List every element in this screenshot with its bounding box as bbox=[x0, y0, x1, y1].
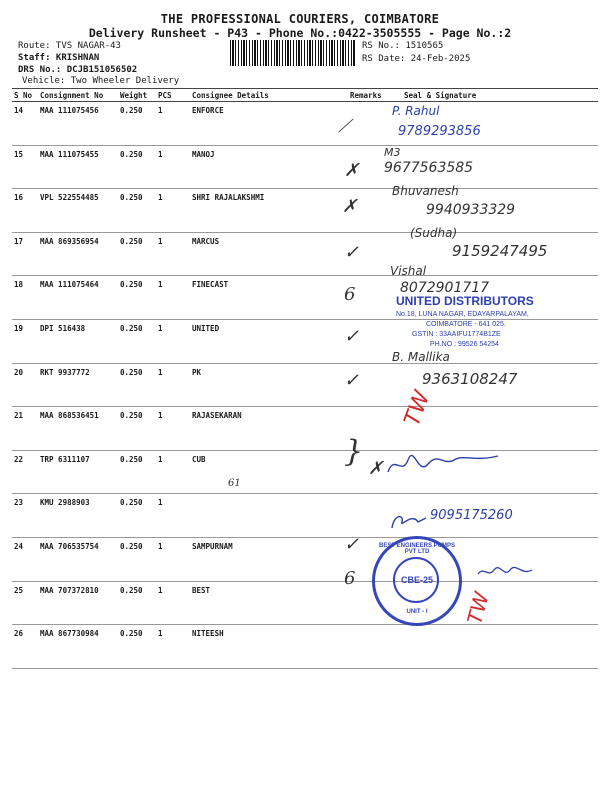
cell-consignment: MAA 868536451 bbox=[38, 407, 118, 451]
cell-pcs: 1 bbox=[156, 102, 190, 146]
cell-consignee: UNITED bbox=[190, 319, 348, 363]
rs-date: RS Date: 24-Feb-2025 bbox=[362, 54, 471, 64]
remark-mark: 6 bbox=[344, 568, 356, 589]
table-row bbox=[12, 145, 598, 189]
company-seal bbox=[372, 536, 462, 626]
cell-sno: 17 bbox=[12, 232, 38, 276]
cell-consignment: MAA 707372810 bbox=[38, 581, 118, 625]
col-consignee: Consignee Details bbox=[190, 89, 348, 102]
signature-scribble-23 bbox=[384, 446, 504, 482]
cell-consignee: BEST bbox=[190, 581, 348, 625]
cell-weight: 0.250 bbox=[118, 537, 156, 581]
cell-pcs: 1 bbox=[156, 450, 190, 494]
barcode bbox=[230, 40, 356, 66]
col-seal-signature: Seal & Signature bbox=[402, 89, 598, 102]
signature-17: (Sudha) bbox=[410, 226, 458, 240]
cell-pcs: 1 bbox=[156, 319, 190, 363]
seal-center-text: CBE-25 bbox=[400, 575, 433, 585]
cell-weight: 0.250 bbox=[118, 189, 156, 233]
cell-weight: 0.250 bbox=[118, 319, 156, 363]
cell-consignment: DPI 516438 bbox=[38, 319, 118, 363]
cell-weight: 0.250 bbox=[118, 102, 156, 146]
cell-weight: 0.250 bbox=[118, 232, 156, 276]
cell-consignee: SHRI RAJALAKSHMI bbox=[190, 189, 348, 233]
signature-18: Vishal bbox=[390, 264, 427, 278]
cell-signature bbox=[402, 625, 598, 669]
cell-sno: 22 bbox=[12, 450, 38, 494]
seal-bottom-text: UNIT - I bbox=[406, 609, 428, 615]
cell-pcs: 1 bbox=[156, 363, 190, 407]
stamp-united-title: UNITED DISTRIBUTORS bbox=[396, 294, 534, 308]
cell-pcs: 1 bbox=[156, 581, 190, 625]
cell-weight: 0.250 bbox=[118, 581, 156, 625]
cell-sno: 14 bbox=[12, 102, 38, 146]
cell-weight: 0.250 bbox=[118, 276, 156, 320]
phone-20: 9363108247 bbox=[422, 370, 518, 388]
col-sno: S No bbox=[12, 89, 38, 102]
remark-mark: ⟋ bbox=[338, 116, 351, 137]
signature-scribble-24 bbox=[388, 510, 428, 534]
phone-18: 8072901717 bbox=[400, 280, 490, 296]
phone-17: 9159247495 bbox=[452, 242, 548, 260]
red-mark: TW bbox=[399, 387, 436, 430]
signature-16: Bhuvanesh bbox=[392, 184, 459, 198]
cell-consignment: RKT 9937772 bbox=[38, 363, 118, 407]
cell-pcs: 1 bbox=[156, 537, 190, 581]
phone-16: 9940933329 bbox=[426, 202, 516, 218]
rs-number: RS No.: 1510565 bbox=[362, 41, 444, 51]
cell-consignee: CUB bbox=[190, 450, 348, 494]
remark-mark: ✓ bbox=[344, 242, 360, 263]
cell-sno: 20 bbox=[12, 363, 38, 407]
cell-consignment: MAA 706535754 bbox=[38, 537, 118, 581]
cell-remarks bbox=[348, 276, 402, 320]
cell-consignment: MAA 111075464 bbox=[38, 276, 118, 320]
cell-consignment: MAA 111075455 bbox=[38, 145, 118, 189]
table-row bbox=[12, 625, 598, 669]
remark-mark: } bbox=[344, 434, 364, 469]
cell-consignment: MAA 869356954 bbox=[38, 232, 118, 276]
cell-consignee: ENFORCE bbox=[190, 102, 348, 146]
remark-mark: ✓ bbox=[344, 534, 360, 555]
red-mark: TW bbox=[462, 589, 494, 627]
stamp-united-city: COIMBATORE - 641 025. bbox=[426, 321, 506, 328]
cell-consignee bbox=[190, 494, 348, 538]
remark-mark: ✗ bbox=[344, 160, 360, 181]
cell-sno: 19 bbox=[12, 319, 38, 363]
cell-consignee: FINECAST bbox=[190, 276, 348, 320]
cell-pcs: 1 bbox=[156, 407, 190, 451]
stray-mark: 61 bbox=[228, 478, 241, 489]
document-title: THE PROFESSIONAL COURIERS, COIMBATORE bbox=[160, 12, 440, 26]
remark-mark: ✗ bbox=[368, 458, 384, 479]
signature-scribble-25 bbox=[476, 562, 536, 582]
col-remarks: Remarks bbox=[348, 89, 402, 102]
cell-consignee: MARCUS bbox=[190, 232, 348, 276]
signature-20: B. Mallika bbox=[392, 350, 450, 364]
table-row bbox=[12, 581, 598, 625]
cell-weight: 0.250 bbox=[118, 625, 156, 669]
remark-mark: ✗ bbox=[342, 196, 358, 217]
table-row bbox=[12, 450, 598, 494]
phone-15: 9677563585 bbox=[384, 160, 474, 176]
remark-mark: 6 bbox=[344, 284, 356, 305]
signature-14: P. Rahul bbox=[392, 104, 440, 118]
cell-signature bbox=[402, 407, 598, 451]
cell-pcs: 1 bbox=[156, 625, 190, 669]
cell-pcs: 1 bbox=[156, 276, 190, 320]
cell-sno: 25 bbox=[12, 581, 38, 625]
phone-14: 9789293856 bbox=[398, 124, 481, 139]
stamp-united-gstin: GSTIN : 33AAIFU1774B1ZE bbox=[412, 331, 501, 338]
table-row bbox=[12, 407, 598, 451]
cell-consignee: NITEESH bbox=[190, 625, 348, 669]
cell-weight: 0.250 bbox=[118, 450, 156, 494]
signature-15: M3 bbox=[384, 146, 401, 159]
cell-weight: 0.250 bbox=[118, 145, 156, 189]
cell-consignee: PK bbox=[190, 363, 348, 407]
cell-pcs: 1 bbox=[156, 232, 190, 276]
stamp-united-phone: PH.NO : 99526 54254 bbox=[430, 341, 499, 348]
cell-weight: 0.250 bbox=[118, 494, 156, 538]
cell-consignment: MAA 111075456 bbox=[38, 102, 118, 146]
cell-weight: 0.250 bbox=[118, 407, 156, 451]
cell-sno: 26 bbox=[12, 625, 38, 669]
col-consignment: Consignment No bbox=[38, 89, 118, 102]
cell-consignment: VPL 522554485 bbox=[38, 189, 118, 233]
table-row bbox=[12, 319, 598, 363]
table-row bbox=[12, 102, 598, 146]
cell-consignee: MANOJ bbox=[190, 145, 348, 189]
cell-weight: 0.250 bbox=[118, 363, 156, 407]
cell-sno: 18 bbox=[12, 276, 38, 320]
cell-sno: 23 bbox=[12, 494, 38, 538]
stamp-united-address: No.18, LUNA NAGAR, EDAYARPALAYAM, bbox=[396, 311, 529, 318]
cell-pcs: 1 bbox=[156, 189, 190, 233]
document-subtitle: Delivery Runsheet - P43 - Phone No.:0422-3505555 - Page No.:2 bbox=[88, 26, 512, 40]
cell-consignee: RAJASEKARAN bbox=[190, 407, 348, 451]
cell-sno: 24 bbox=[12, 537, 38, 581]
seal-top-text: BEST ENGINEERS PUMPS PVT LTD bbox=[378, 543, 455, 555]
cell-pcs: 1 bbox=[156, 145, 190, 189]
cell-remarks bbox=[348, 625, 402, 669]
route-label: Route: TVS NAGAR-43 bbox=[18, 41, 121, 51]
cell-consignment: KMU 2988903 bbox=[38, 494, 118, 538]
table-header-row bbox=[12, 89, 598, 102]
drs-label: DRS No.: DCJB151056502 bbox=[18, 65, 138, 75]
remark-mark: ✓ bbox=[344, 370, 360, 391]
cell-sno: 21 bbox=[12, 407, 38, 451]
cell-consignment: TRP 6311107 bbox=[38, 450, 118, 494]
staff-label: Staff: KRISHNAN bbox=[18, 53, 100, 63]
col-weight: Weight bbox=[118, 89, 156, 102]
cell-sno: 16 bbox=[12, 189, 38, 233]
cell-consignee: SAMPURNAM bbox=[190, 537, 348, 581]
remark-mark: ✓ bbox=[344, 326, 360, 347]
cell-consignment: MAA 867730984 bbox=[38, 625, 118, 669]
cell-sno: 15 bbox=[12, 145, 38, 189]
vehicle-label: Vehicle: Two Wheeler Delivery bbox=[22, 76, 180, 86]
col-pcs: PCS bbox=[156, 89, 190, 102]
cell-pcs: 1 bbox=[156, 494, 190, 538]
phone-24: 9095175260 bbox=[430, 508, 513, 523]
